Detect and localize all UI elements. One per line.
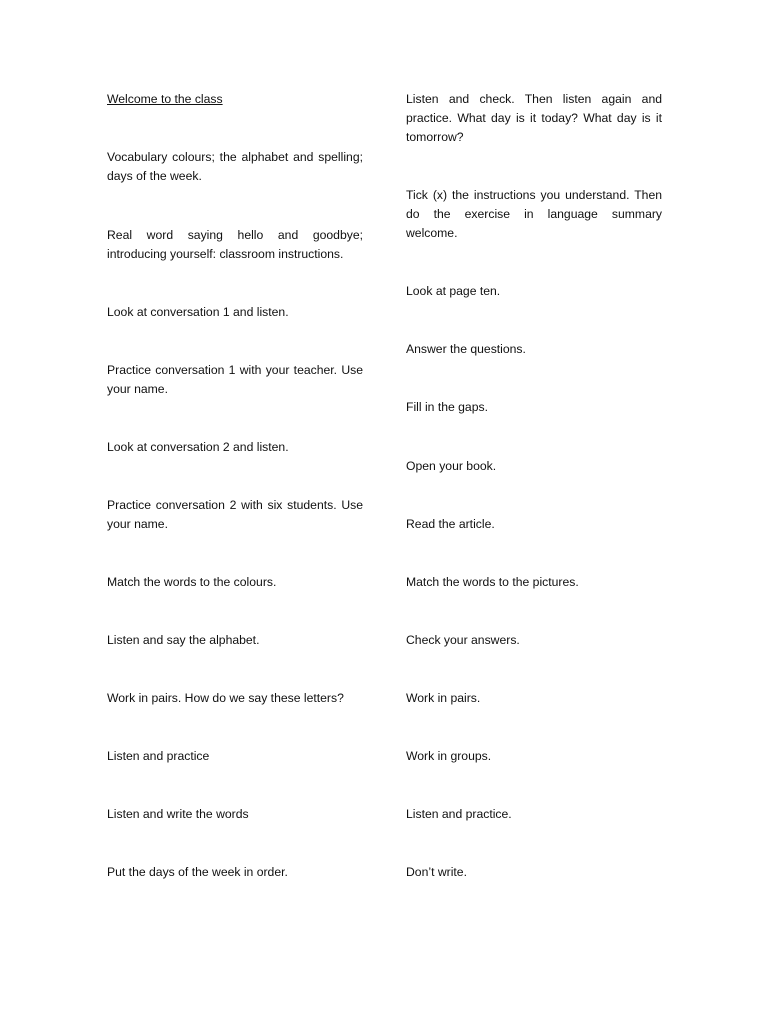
right-paragraph: Work in pairs. — [406, 691, 481, 705]
right-paragraph: Look at page ten. — [406, 284, 501, 298]
right-paragraph: Don’t write. — [406, 865, 467, 879]
left-paragraph: Listen and write the words — [107, 807, 249, 821]
right-paragraph: Answer the questions. — [406, 342, 526, 356]
right-paragraph: Fill in the gaps. — [406, 400, 488, 414]
right-paragraph: Check your answers. — [406, 633, 520, 647]
right-paragraph: Open your book. — [406, 459, 497, 473]
right-paragraph: Match the words to the pictures. — [406, 575, 579, 589]
right-paragraph: Read the article. — [406, 517, 495, 531]
left-paragraph: Match the words to the colours. — [107, 575, 277, 589]
right-paragraph: Work in groups. — [406, 749, 492, 763]
left-paragraph: Work in pairs. How do we say these letters? — [107, 691, 344, 705]
right-paragraph: Listen and check. Then listen again and practice. What day is it today? What day is it tomorrow? — [406, 92, 662, 144]
left-paragraph: Real word saying hello and goodbye; introducing yourself: classroom instructions. — [107, 228, 363, 261]
left-paragraph: Listen and practice — [107, 749, 210, 763]
left-paragraph: Listen and say the alphabet. — [107, 633, 260, 647]
left-paragraph: Practice conversation 2 with six students. Use your name. — [107, 498, 363, 531]
right-paragraph: Tick (x) the instructions you understand. Then do the exercise in language summary welcome. — [406, 188, 662, 240]
right-paragraph: Listen and practice. — [406, 807, 512, 821]
left-paragraph: Look at conversation 2 and listen. — [107, 440, 289, 454]
left-paragraph: Practice conversation 1 with your teacher. Use your name. — [107, 363, 363, 396]
document-title: Welcome to the class — [107, 92, 223, 106]
left-paragraph: Put the days of the week in order. — [107, 865, 288, 879]
left-paragraph: Vocabulary colours; the alphabet and spelling; days of the week. — [107, 150, 363, 183]
left-paragraph: Look at conversation 1 and listen. — [107, 305, 289, 319]
